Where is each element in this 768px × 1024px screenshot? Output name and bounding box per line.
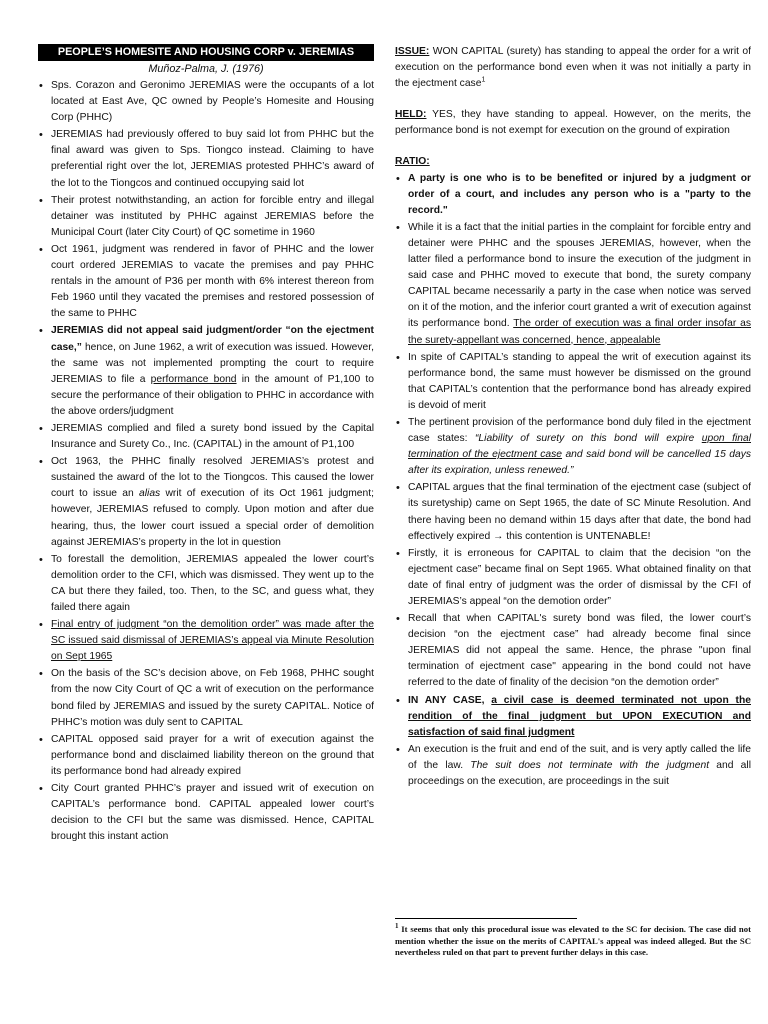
list-item: • Sps. Corazon and Geronimo JEREMIAS were the occupants of a lot located at East Ave, QC owned by People’s Homesite and Housing Corp (PHHC) (38, 78, 374, 126)
footnote-number: 1 (395, 922, 399, 931)
footnote-ref: 1 (481, 76, 486, 84)
left-column (38, 44, 374, 846)
list-item: • CAPITAL opposed said prayer for a writ of execution against the performance bond and disclaimed liability thereon on the ground that its performance bond had already expired (38, 732, 374, 780)
list-item: • In spite of CAPITAL’s standing to appeal the writ of execution against its performance bond, the same must however be dismissed on the ground that CAPITAL’s contention that the performance bond has already expired is devoid of merit (395, 350, 751, 414)
case-title: PEOPLE’S HOMESITE AND HOUSING CORP v. JEREMIAS (38, 44, 374, 61)
list-item: • Firstly, it is erroneous for CAPITAL to claim that the decision “on the ejectment case” became final on Sept 1965. What obtained finality on that date of final entry of judgment was the order of dismissal by the CFI of JEREMIAS’s appeal “on the demotion order” (395, 546, 751, 610)
list-item: • Final entry of judgment “on the demolition order” was made after the SC issued said dismissal of JEREMIAS’s appeal via Minute Resolution on Sept 1965 (38, 617, 374, 665)
list-item: • The pertinent provision of the performance bond duly filed in the ejectment case states: “Liability of surety on this bond will expire upon final termination of the ejectment case and said bond will be cancelled 15 days after its expiration, unless renewed.” (395, 415, 751, 479)
list-item: • City Court granted PHHC’s prayer and issued writ of execution on CAPITAL’s performance bond. CAPITAL appealed lower court’s decision to the CFI but the same was dismissed. Hence, CAPITAL brought this instant action (38, 781, 374, 845)
list-item: • IN ANY CASE, a civil case is deemed terminated not upon the rendition of the final judgment but UPON EXECUTION and satisfaction of said final judgment (395, 693, 751, 741)
list-item: • JEREMIAS did not appeal said judgment/order “on the ejectment case,” hence, on June 1962, a writ of execution was issued. However, the same was not implemented prompting the court to require JEREMIAS to file a performance bond in the amount of P1,100 to secure the performance of their obligation to PHHC in accordance with the above orders/judgment (38, 323, 374, 420)
list-item: • Oct 1961, judgment was rendered in favor of PHHC and the lower court ordered JEREMIAS to vacate the premises and pay PHHC rentals in the amount of P36 per month with 6% interest thereon from Feb 1960 until they vacated the premises and restored possession of the same to PHHC (38, 242, 374, 322)
list-item: • Their protest notwithstanding, an action for forcible entry and illegal detainer was instituted by PHHC against JEREMIAS before the Municipal Court (later City Court) of QC sometime in 1960 (38, 193, 374, 241)
list-item: • A party is one who is to be benefited or injured by a judgment or order of a court, and includes any person who is a "party to the record." (395, 171, 751, 219)
list-item: • While it is a fact that the initial parties in the complaint for forcible entry and detainer were PHHC and the spouses JEREMIAS, however, when the latter filed a performance bond to insure the execution of the judgment in said case and PHHC moved to execute that bond, the surety company CAPITAL became necessarily a party in the case when notice was served on it of the motion, and the inferior court granted a writ of execution against its performance bond. The order of execution was a final order insofar as the surety-appellant was concerned, hence, appealable (395, 220, 751, 349)
ratio-list (395, 171, 751, 791)
list-item: • JEREMIAS complied and filed a surety bond issued by the Capital Insurance and Surety Co., Inc. (CAPITAL) in the amount of P1,100 (38, 421, 374, 453)
case-ponente: Muñoz-Palma, J. (1976) (148, 63, 264, 75)
list-item: • On the basis of the SC’s decision above, on Feb 1968, PHHC sought from the now City Court of QC a writ of execution on the performance bond filed by JEREMIAS and issued by the surety CAPITAL. Notice of PHHC’s motion was duly sent to CAPITAL (38, 666, 374, 730)
issue-paragraph: ISSUE: WON CAPITAL (surety) has standing to appeal the order for a writ of execution on the performance bond even when it was not initially a party in the ejectment case$^1$ (395, 46, 751, 90)
list-item: • To forestall the demolition, JEREMIAS appealed the lower court’s demolition order to the CFI, which was dismissed. They went up to the CA but there they failed, too. Then, to the SC, and guess what, they failed there again (38, 552, 374, 616)
list-item: • Oct 1963, the PHHC finally resolved JEREMIAS’s protest and sustained the award of the lot to the Tiongcos. This caused the lower court to issue an alias writ of execution of its Oct 1961 judgment; however, JEREMIAS refused to comply. Upon motion and after due hearing, thus, the lower court issued a special order of demolition against JEREMIAS’s property in the lot in question (38, 454, 374, 551)
list-item: • An execution is the fruit and end of the suit, and is very aptly called the life of the law. The suit does not terminate with the judgment and all proceedings on the execution, are proceedings in the suit (395, 742, 751, 790)
footnote-divider (395, 918, 577, 919)
right-column (395, 44, 751, 791)
ratio-label: RATIO: (395, 156, 430, 168)
held-paragraph: HELD: YES, they have standing to appeal. However, on the merits, the performance bond is not exempt for execution on the ground of expiration (395, 109, 751, 137)
issue-label: ISSUE: (395, 46, 430, 57)
list-item: • JEREMIAS had previously offered to buy said lot from PHHC but the final award was given to Sps. Tiongco instead. Claiming to have preferential right over the lot, JEREMIAS protested PHHC’s award of the lot to the Tiongcos and continued occupying said lot (38, 127, 374, 191)
list-item: • CAPITAL argues that the final termination of the ejectment case (subject of its suretyship) came on Sept 1965, the date of SC Minute Resolution. And there having been no demand within 15 days after that date, the bond had effectively expired → this contention is UNTENABLE! (395, 480, 751, 544)
list-item: • Recall that when CAPITAL's surety bond was filed, the lower court’s decision “on the ejectment case” had already become final since JEREMIAS did not appeal the same. Hence, the phrase "upon final termination of ejectment case" appearing in the bond could not have referred to the date of finality of the decision “on the demotion order” (395, 611, 751, 691)
facts-list (38, 78, 374, 845)
held-label: HELD: (395, 109, 427, 121)
footnote: $^1$ It seems that only this procedural issue was elevated to the SC for decision. The case did not mention whether the issue on the merits of CAPITAL's appeal was indeed alleged. But the SC nevertheless ruled on that part to prevent further delays in this case. (395, 922, 751, 958)
